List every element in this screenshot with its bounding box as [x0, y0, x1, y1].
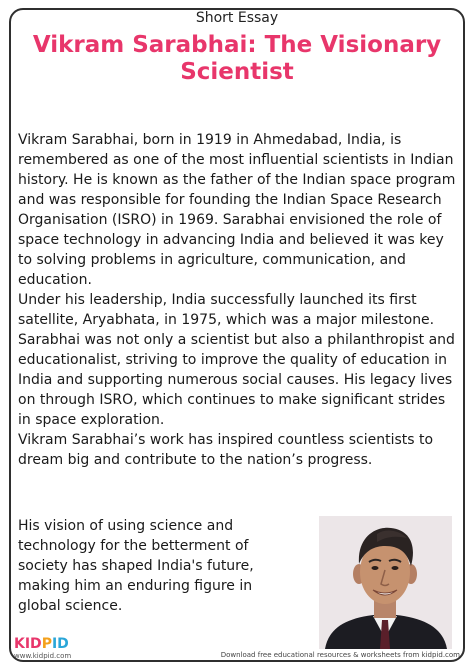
- essay-type-label: Short Essay: [195, 10, 279, 26]
- title-line-1: Vikram Sarabhai: The Visionary: [32, 32, 442, 58]
- portrait-image: [319, 516, 452, 649]
- essay-paragraph-4: His vision of using science and technology for the betterment of society has shaped India's future, making him an enduring figure in global science.: [18, 518, 254, 614]
- essay-paragraph-1: Vikram Sarabhai, born in 1919 in Ahmedabad, India, is remembered as one of the most influential scientists in Indian history. He is known as the father of the Indian space program and was responsible for founding the Indian Space Research Organisation (ISRO) in 1969. Sarabhai envisioned the role of space technology in advancing India and believed it was key to solving problems in agriculture, communication, and education.: [18, 132, 456, 288]
- portrait-illustration: [319, 516, 452, 649]
- essay-body: [18, 130, 458, 470]
- essay-title: [14, 32, 460, 86]
- footer-note: Download free educational resources & worksheets from kidpid.com: [220, 651, 460, 659]
- logo-part-kid: KID: [14, 636, 42, 652]
- essay-paragraph-3: Vikram Sarabhai’s work has inspired countless scientists to dream big and contribute to the nation’s progress.: [18, 432, 434, 468]
- essay-paragraph-2: Under his leadership, India successfully launched its first satellite, Aryabhata, in 1975, which was a major milestone. Sarabhai was not only a scientist but also a philanthropist and educationalist, striving to improve the quality of education in India and supporting numerous social causes. His legacy lives on through ISRO, which continues to make significant strides in space exploration.: [18, 292, 455, 428]
- title-line-2: Scientist: [180, 59, 294, 85]
- logo-part-id: ID: [51, 636, 69, 652]
- logo-part-p: P: [41, 636, 52, 652]
- logo-url: www.kidpid.com: [14, 652, 72, 660]
- kidpid-logo: [14, 636, 69, 652]
